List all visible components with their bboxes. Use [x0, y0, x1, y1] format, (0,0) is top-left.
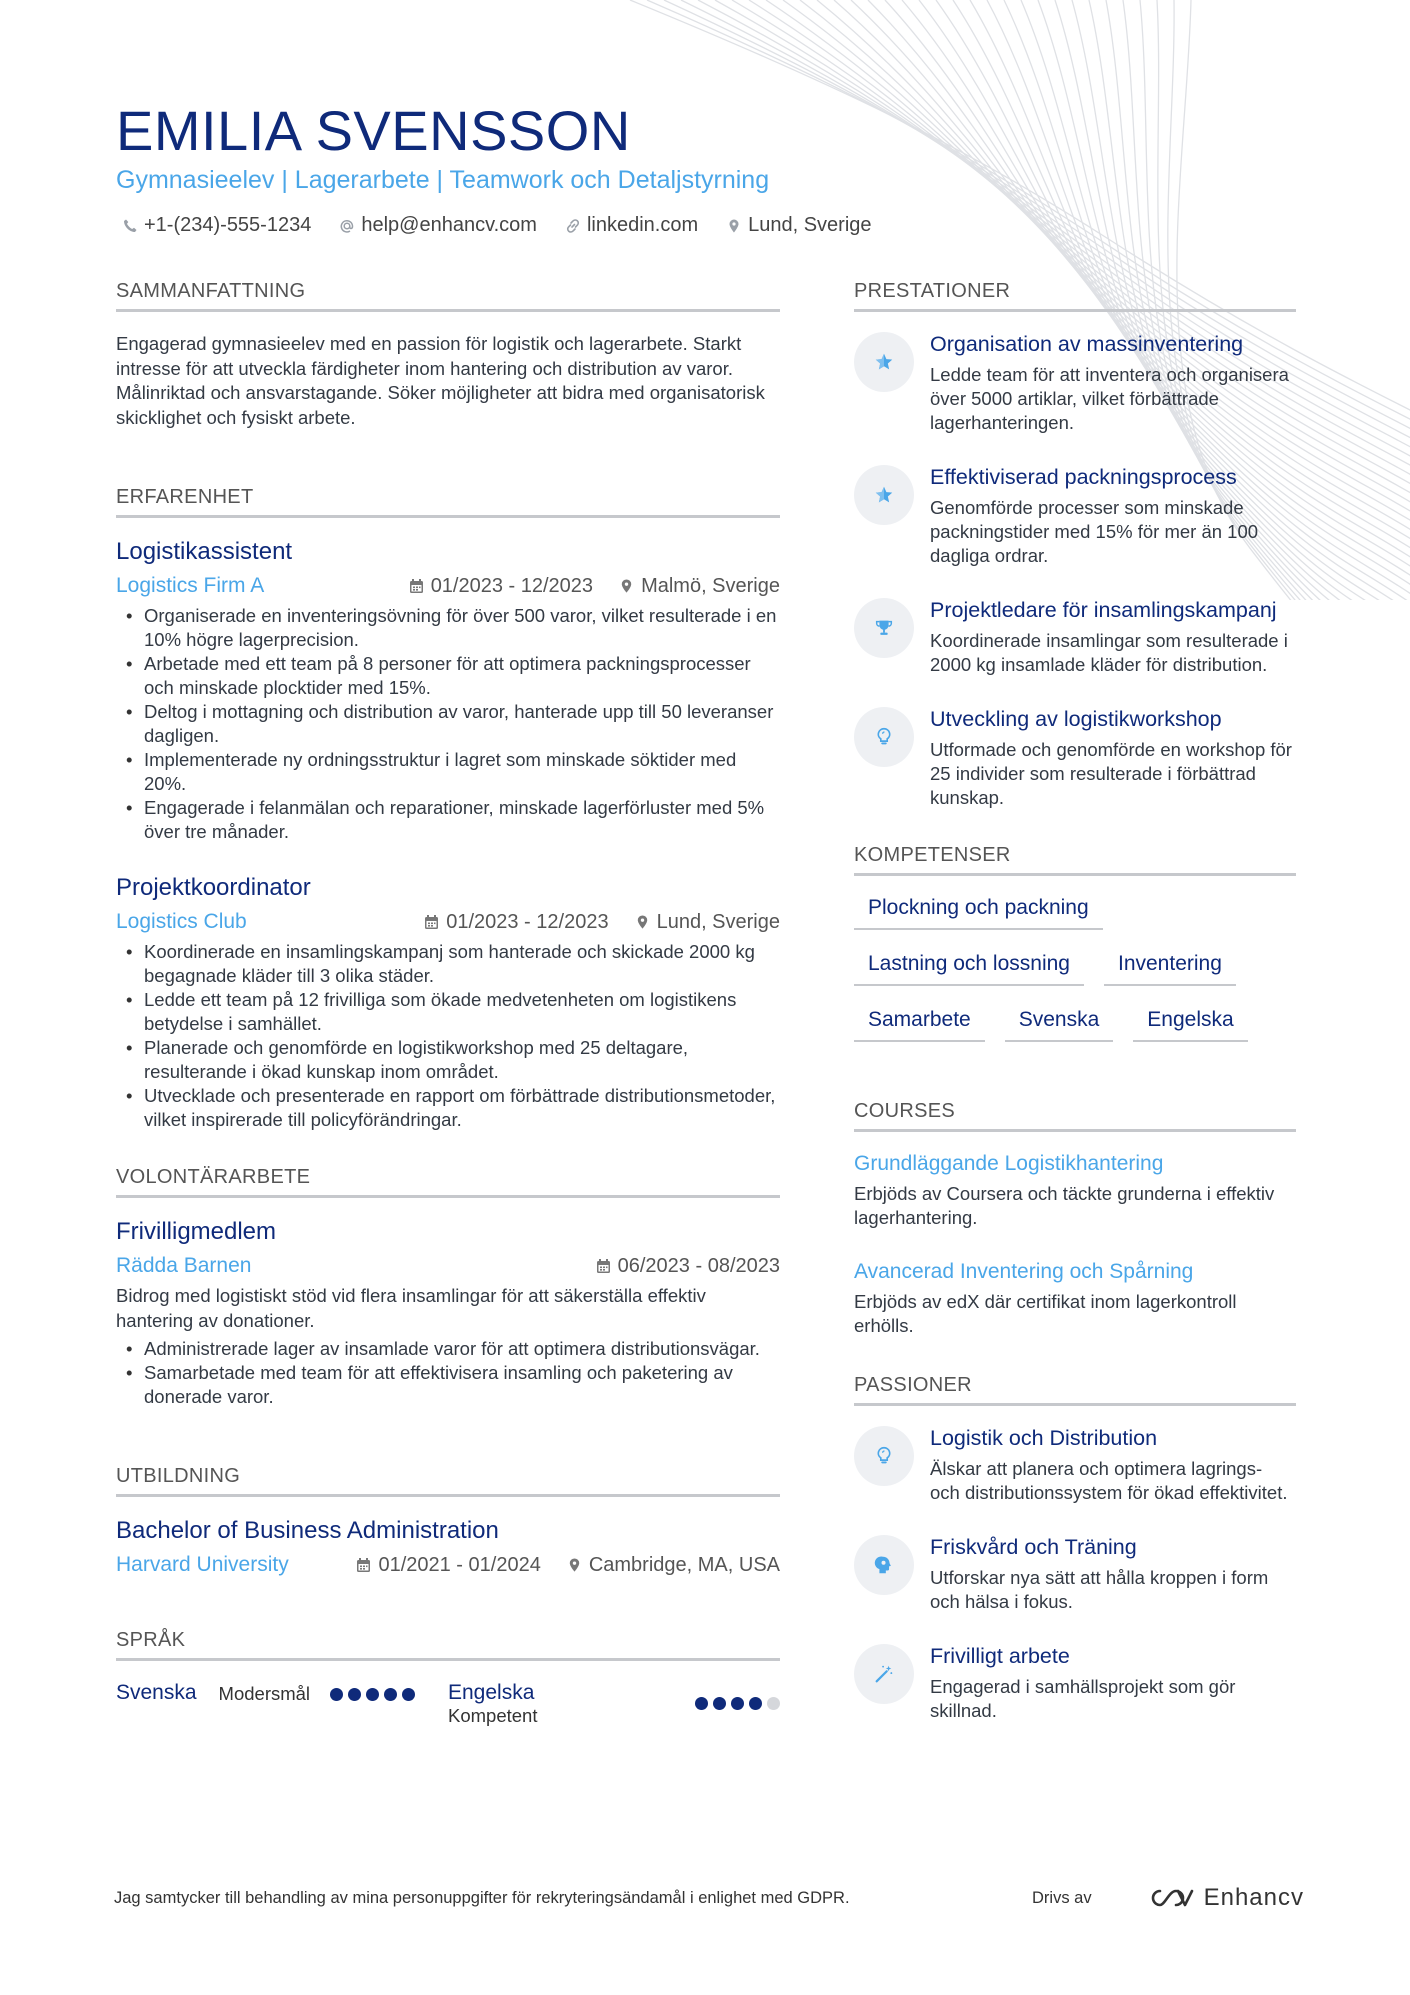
passion-title: Friskvård och Träning	[930, 1535, 1137, 1559]
achievement-desc: Ledde team för att inventera och organisera över 5000 artiklar, vilket förbättrade lagerhanteringen.	[930, 364, 1289, 433]
bullet-item: • Utvecklade och presenterade en rapport om förbättrade distributionsmetoder, vilket inspirerade till policyförändringar.	[116, 1084, 780, 1132]
section-title: KOMPETENSER	[854, 844, 1296, 876]
calendar-icon	[424, 914, 439, 930]
date-text: 01/2023 - 12/2023	[446, 910, 609, 933]
star-icon	[854, 465, 914, 525]
location-text: Lund, Sverige	[656, 910, 780, 933]
course-desc: Erbjöds av edX där certifikat inom lagerkontroll erhölls.	[854, 1291, 1237, 1336]
passion-title: Frivilligt arbete	[930, 1644, 1070, 1668]
skill-tag: Plockning och packning	[854, 896, 1103, 930]
bullet-item: • Engagerade i felanmälan och reparationer, minskade lagerförluster med 5% över tre månader.	[116, 796, 780, 844]
location-contact	[726, 214, 871, 237]
skill-tag: Svenska	[1005, 1008, 1114, 1042]
passion-desc: Älskar att planera och optimera lagrings- och distributionssystem för ökad effektivitet.	[930, 1458, 1288, 1503]
section-title: SPRÅK	[116, 1629, 780, 1661]
experience-section	[116, 486, 780, 1132]
achievement-desc: Genomförde processer som minskade packningstider med 15% för mer än 100 dagliga ordrar.	[930, 497, 1259, 566]
language-name: Engelska	[448, 1681, 535, 1704]
at-icon	[339, 218, 355, 234]
achievement-item	[854, 707, 1296, 810]
language-item	[448, 1681, 780, 1727]
volunteer-description: Bidrog med logistiskt stöd vid flera insamlingar för att säkerställa effektiv hantering av donationer.	[116, 1285, 706, 1331]
achievement-item	[854, 465, 1296, 568]
rating-dots	[695, 1697, 780, 1710]
achievement-title: Projektledare för insamlingskampanj	[930, 598, 1277, 622]
achievement-title: Utveckling av logistikworkshop	[930, 707, 1222, 731]
calendar-icon	[356, 1557, 371, 1573]
magic-wand-icon	[854, 1644, 914, 1704]
star-icon	[854, 332, 914, 392]
volunteer-role: Frivilligmedlem	[116, 1218, 277, 1245]
calendar-icon	[409, 578, 424, 594]
email-text: help@enhancv.com	[361, 214, 537, 236]
school-name[interactable]: Harvard University	[116, 1553, 289, 1576]
bullet-item: • Planerade och genomförde en logistikworkshop med 25 deltagare, resulterande i ökad kunskap inom området.	[116, 1036, 780, 1084]
rating-dot-filled	[695, 1697, 708, 1710]
left-column	[116, 280, 780, 1783]
enhancv-logo-icon	[1148, 1887, 1194, 1909]
entry-meta	[116, 1553, 780, 1577]
date-text: 01/2023 - 12/2023	[430, 574, 594, 597]
bullet-item: • Samarbetade med team för att effektivisera insamling och paketering av donerade varor.	[116, 1361, 780, 1409]
degree-title: Bachelor of Business Administration	[116, 1517, 499, 1544]
organization-name[interactable]: Rädda Barnen	[116, 1254, 252, 1277]
rating-dot-filled	[366, 1688, 379, 1701]
achievement-item	[854, 598, 1296, 677]
bullet-list	[116, 940, 780, 1132]
candidate-name: EMILIA SVENSSON	[116, 99, 631, 162]
section-title: VOLONTÄRARBETE	[116, 1166, 780, 1198]
volunteer-section	[116, 1166, 780, 1409]
rating-dot-filled	[330, 1688, 343, 1701]
language-item	[116, 1681, 448, 1727]
linkedin-contact[interactable]	[565, 214, 698, 237]
date-range	[596, 1255, 780, 1278]
rating-dot-filled	[348, 1688, 361, 1701]
section-title: UTBILDNING	[116, 1465, 780, 1497]
head-icon	[854, 1535, 914, 1595]
section-title: PRESTATIONER	[854, 280, 1296, 312]
passion-desc: Utforskar nya sätt att hålla kroppen i form och hälsa i fokus.	[930, 1567, 1269, 1612]
bullet-item: • Arbetade med ett team på 8 personer för att optimera packningsprocesser och minskade plocktider med 15%.	[116, 652, 780, 700]
location-pin-icon	[619, 578, 634, 594]
rating-dot-filled	[402, 1688, 415, 1701]
location-pin-icon	[567, 1557, 582, 1573]
entry-meta	[116, 574, 780, 598]
rating-dot-filled	[713, 1697, 726, 1710]
footer	[114, 1884, 1304, 1912]
trophy-icon	[854, 598, 914, 658]
phone-text: +1-(234)-555-1234	[144, 214, 312, 236]
bullet-item: • Implementerade ny ordningsstruktur i lagret som minskade söktider med 20%.	[116, 748, 780, 796]
skill-tag: Engelska	[1133, 1008, 1247, 1042]
date-text: 06/2023 - 08/2023	[617, 1254, 780, 1277]
bullet-list	[116, 604, 780, 844]
section-title: COURSES	[854, 1100, 1296, 1132]
passion-item	[854, 1535, 1296, 1614]
job-title: Projektkoordinator	[116, 874, 311, 901]
calendar-icon	[596, 1258, 611, 1274]
date-text: 01/2021 - 01/2024	[378, 1553, 541, 1576]
phone-contact[interactable]	[122, 214, 311, 237]
entry-meta	[116, 1254, 780, 1278]
skill-tag: Inventering	[1104, 952, 1236, 986]
entry-meta	[116, 910, 780, 934]
language-level: Kompetent	[448, 1705, 538, 1726]
language-list	[116, 1681, 780, 1727]
summary-section	[116, 280, 780, 430]
achievement-desc: Koordinerade insamlingar som resulterade i 2000 kg insamlade kläder för distribution.	[930, 630, 1288, 675]
skill-list	[854, 896, 1296, 1042]
course-title[interactable]: Avancerad Inventering och Spårning	[854, 1260, 1194, 1283]
phone-icon	[122, 218, 138, 234]
achievements-section	[854, 280, 1296, 810]
education-section	[116, 1465, 780, 1577]
powered-by-label: Drivs av	[1032, 1888, 1092, 1907]
location-pin-icon	[726, 218, 742, 234]
language-level: Modersmål	[218, 1683, 311, 1704]
section-title: SAMMANFATTNING	[116, 280, 780, 312]
achievement-desc: Utformade och genomförde en workshop för 25 individer som resulterade i förbättrad kunskap.	[930, 739, 1292, 808]
skills-section	[854, 844, 1296, 1042]
contact-row	[122, 214, 872, 237]
passion-item	[854, 1426, 1296, 1505]
location-text: Cambridge, MA, USA	[588, 1553, 780, 1576]
rating-dot-empty	[767, 1697, 780, 1710]
location-pin-icon	[635, 914, 650, 930]
rating-dot-filled	[749, 1697, 762, 1710]
headline: Gymnasieelev | Lagerarbete | Teamwork och Detaljstyrning	[116, 166, 770, 194]
course-title[interactable]: Grundläggande Logistikhantering	[854, 1152, 1164, 1175]
course-desc: Erbjöds av Coursera och täckte grunderna i effektiv lagerhantering.	[854, 1183, 1275, 1228]
bullet-item: • Organiserade en inventeringsövning för över 500 varor, vilket resulterade i en 10% högre lagerprecision.	[116, 604, 780, 652]
courses-section	[854, 1100, 1296, 1338]
bullet-item: • Koordinerade en insamlingskampanj som hanterade och skickade 2000 kg begagnade kläder till 3 olika städer.	[116, 940, 780, 988]
date-range	[424, 911, 608, 934]
bullet-item: • Deltog i mottagning och distribution av varor, hanterade upp till 50 leveranser dagligen.	[116, 700, 780, 748]
achievement-title: Organisation av massinventering	[930, 332, 1244, 356]
achievement-item	[854, 332, 1296, 435]
bullet-item: • Administrerade lager av insamlade varor för att optimera distributionsvägar.	[116, 1337, 780, 1361]
bullet-list	[116, 1337, 780, 1409]
bullet-item: • Ledde ett team på 12 frivilliga som ökade medvetenheten om logistikens betydelse i samhället.	[116, 988, 780, 1036]
location-text: Malmö, Sverige	[641, 574, 780, 597]
section-title: PASSIONER	[854, 1374, 1296, 1406]
job-title: Logistikassistent	[116, 538, 293, 565]
rating-dot-filled	[731, 1697, 744, 1710]
right-column	[854, 280, 1296, 1779]
lightbulb-icon	[854, 1426, 914, 1486]
passion-item	[854, 1644, 1296, 1723]
rating-dots	[330, 1688, 415, 1701]
brand-name: Enhancv	[1203, 1884, 1304, 1911]
skill-tag: Lastning och lossning	[854, 952, 1084, 986]
location-text: Lund, Sverige	[748, 214, 872, 236]
language-name: Svenska	[116, 1681, 197, 1704]
gdpr-consent: Jag samtycker till behandling av mina personuppgifter för rekryteringsändamål i enlighet med GDPR.	[114, 1888, 850, 1907]
date-range	[356, 1554, 540, 1577]
company-name[interactable]: Logistics Club	[116, 910, 247, 933]
passion-title: Logistik och Distribution	[930, 1426, 1158, 1450]
rating-dot-filled	[384, 1688, 397, 1701]
link-icon	[565, 218, 581, 234]
entry-location	[567, 1554, 780, 1577]
entry-location	[635, 911, 780, 934]
languages-section	[116, 1629, 780, 1727]
section-title: ERFARENHET	[116, 486, 780, 518]
passions-section	[854, 1374, 1296, 1723]
company-name[interactable]: Logistics Firm A	[116, 574, 265, 597]
skill-tag: Samarbete	[854, 1008, 985, 1042]
entry-location	[619, 575, 780, 598]
experience-entry	[116, 874, 780, 1132]
summary-text: Engagerad gymnasieelev med en passion för logistik och lagerarbete. Starkt intresse för att utveckla färdigheter inom hantering och distribution av varor. Målinriktad och ansvarstagande. Söker möjligheter att bidra med organisatorisk skicklighet och fysiskt arbete.	[116, 333, 765, 428]
date-range	[409, 575, 593, 598]
linkedin-text: linkedin.com	[586, 214, 699, 236]
experience-entry	[116, 538, 780, 844]
enhancv-logo[interactable]	[1148, 1884, 1304, 1912]
lightbulb-icon	[854, 707, 914, 767]
achievement-title: Effektiviserad packningsprocess	[930, 465, 1237, 489]
passion-desc: Engagerad i samhällsprojekt som gör skillnad.	[930, 1676, 1236, 1721]
email-contact[interactable]	[339, 214, 537, 237]
